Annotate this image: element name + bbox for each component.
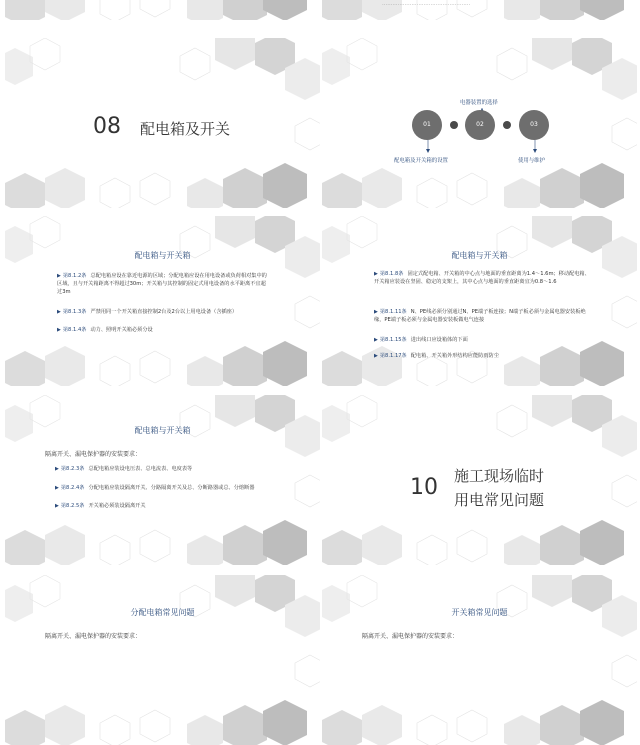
bullet-triangle-icon: ▶	[374, 309, 378, 315]
hexagon-background	[322, 0, 637, 20]
node-label: 01	[423, 121, 431, 128]
article-text: 进出线口应设箱体的下面	[410, 337, 468, 343]
diagram-node-1	[412, 110, 442, 140]
section-title-line-1: 施工现场临时	[454, 467, 545, 485]
bullet-item	[55, 484, 305, 492]
diagram-dot-2	[503, 121, 511, 129]
node-label: 02	[476, 121, 484, 128]
article-code: 第8.1.3条	[62, 309, 87, 315]
slide-distribution-box-3[interactable]	[5, 395, 320, 565]
article-text: 严禁用同一个开关箱直接控制2台及2台以上用电设备（含插座）	[90, 309, 238, 315]
hexagon-background	[5, 395, 320, 565]
slide-title: 配电箱与开关箱	[134, 251, 191, 260]
slide-title: 配电箱与开关箱	[134, 426, 191, 435]
bullet-triangle-icon: ▶	[55, 503, 59, 509]
slide-thumbnail-2[interactable]	[322, 0, 637, 20]
article-code: 第8.1.11条	[379, 309, 407, 315]
hexagon-background	[322, 216, 637, 386]
slide-caption: ……………………………………………	[382, 1, 471, 7]
bullet-triangle-icon: ▶	[374, 337, 378, 343]
bullet-triangle-icon: ▶	[55, 466, 59, 472]
bullet-item	[374, 352, 594, 360]
bullet-triangle-icon: ▶	[57, 309, 61, 315]
slide-diagram[interactable]	[322, 38, 637, 208]
article-text: 分配电箱应装设隔离开关、分路隔离开关及总、分断路器或总、分熔断器	[88, 485, 255, 491]
bullet-triangle-icon: ▶	[55, 485, 59, 491]
hexagon-background	[5, 0, 320, 20]
bullet-item	[55, 465, 305, 473]
article-text: 固定式配电箱、开关箱的中心点与地面的垂直距离为1.4～1.6m；移动配电箱、开关箱应装设在坚固、稳定的支架上，其中心点与地面的垂直距离宜为0.8～1.6	[374, 271, 590, 285]
article-code: 第8.2.3条	[60, 466, 85, 472]
node-label: 03	[530, 121, 538, 128]
diagram-dot-1	[450, 121, 458, 129]
bullet-item	[57, 272, 267, 296]
slide-subtitle: 隔离开关、漏电保护器的安装要求：	[45, 633, 142, 640]
slide-title: 分配电箱常见问题	[130, 608, 195, 617]
bullet-triangle-icon: ▶	[57, 327, 61, 333]
hexagon-background	[5, 216, 320, 386]
slide-title: 开关箱常见问题	[451, 608, 508, 617]
section-number: 08	[93, 114, 121, 139]
article-text: 动力、照明开关箱必须分设	[90, 327, 153, 333]
bullet-item	[374, 270, 594, 286]
diagram-label-left: 配电箱及开关箱的设置	[394, 158, 448, 164]
slide-distribution-box-1[interactable]	[5, 216, 320, 386]
article-text: 总配电箱应装设电压表、总电流表、电度表等	[88, 466, 193, 472]
article-text: 配电箱、开关箱外形结构应能防雨防尘	[410, 353, 499, 359]
bullet-triangle-icon: ▶	[374, 353, 378, 359]
bullet-triangle-icon: ▶	[57, 273, 61, 279]
slide-section-08[interactable]	[5, 38, 320, 208]
slide-subtitle: 隔离开关、漏电保护器的安装要求：	[362, 633, 459, 640]
article-code: 第8.1.17条	[379, 353, 407, 359]
bullet-item	[55, 502, 305, 510]
bullet-item	[57, 308, 267, 316]
diagram-node-3	[519, 110, 549, 140]
article-text: 总配电箱应设在靠近电源的区域；分配电箱应设在用电设备或负荷相对集中的区域，且与开关箱距离不得超过30m；开关箱与其控制的固定式用电设备的水平距离不宜超过3m	[57, 273, 267, 295]
bullet-item	[374, 308, 594, 324]
article-code: 第8.1.4条	[62, 327, 87, 333]
article-code: 第8.2.4条	[60, 485, 85, 491]
slide-distribution-box-2[interactable]	[322, 216, 637, 386]
slide-subtitle: 隔离开关、漏电保护器的安装要求：	[45, 451, 142, 458]
diagram-label-top: 电器装置的选择	[460, 100, 498, 106]
slide-section-10[interactable]	[322, 395, 637, 565]
section-number: 10	[410, 475, 438, 500]
article-text: 开关箱必须装设隔离开关	[88, 503, 146, 509]
diagram-label-right: 使用与维护	[518, 158, 545, 164]
article-code: 第8.2.5条	[60, 503, 85, 509]
article-code: 第8.1.15条	[379, 337, 407, 343]
section-title-line-2: 用电常见问题	[454, 491, 545, 509]
slide-thumbnail-10[interactable]	[322, 575, 637, 745]
slide-thumbnail-9[interactable]	[5, 575, 320, 745]
section-title: 配电箱及开关	[140, 120, 231, 138]
slide-title: 配电箱与开关箱	[451, 251, 508, 260]
bullet-item	[374, 336, 594, 344]
article-text: N、PE线必须分别通过N、PE端子板连接；N端子板必须与金属电器安装板绝缘，PE端子板必须与金属电器安装板做电气连接	[374, 309, 586, 323]
slide-thumbnail-1[interactable]	[5, 0, 320, 20]
diagram-node-2	[465, 110, 495, 140]
hexagon-background	[322, 575, 637, 745]
article-code: 第8.1.2条	[62, 273, 87, 279]
bullet-triangle-icon: ▶	[374, 271, 378, 277]
hexagon-background	[5, 575, 320, 745]
article-code: 第8.1.8条	[379, 271, 404, 277]
bullet-item	[57, 326, 267, 334]
